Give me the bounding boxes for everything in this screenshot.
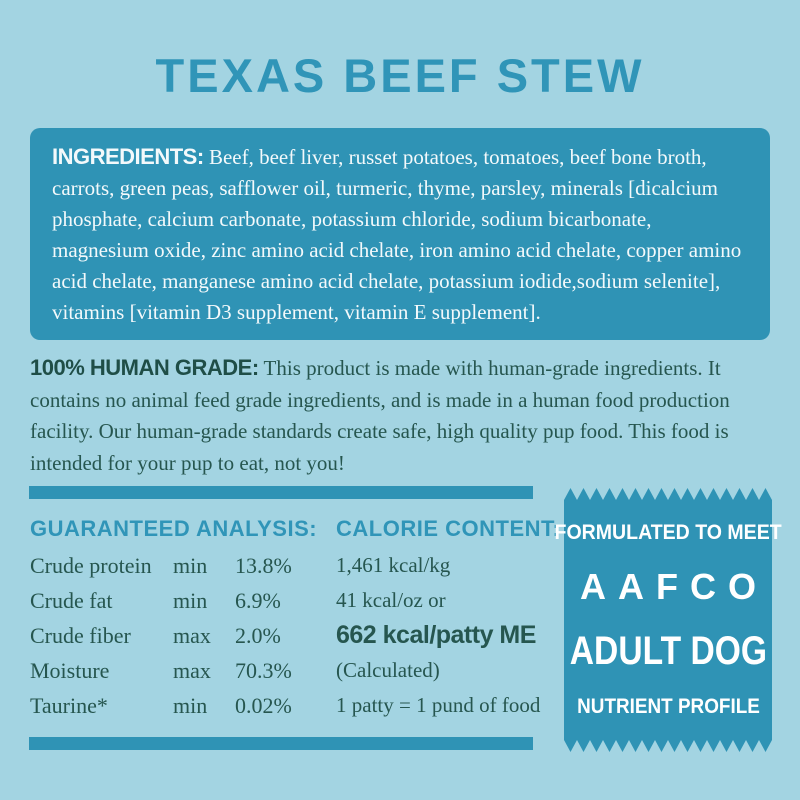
calorie-line: 1,461 kcal/kg — [336, 553, 451, 577]
calorie-content-heading: CALORIE CONTENT: — [336, 516, 561, 541]
nutrient-value: 6.9% — [235, 588, 281, 613]
nutrient-name: Crude protein — [30, 553, 152, 578]
nutrient-basis: max — [173, 623, 211, 648]
badge-line-nutrient-profile: NUTRIENT PROFILE — [576, 695, 760, 718]
nutrient-basis: min — [173, 693, 208, 718]
guaranteed-analysis-heading: GUARANTEED ANALYSIS: — [30, 516, 318, 541]
human-grade-text: This product is made with human-grade ingredients. It contains no animal feed grade ingredients, and is made in a human food production facility. Our human-grade standards create safe, high quality pup food. This food is intended for your pup to eat, not you! — [30, 356, 730, 475]
badge-line-adult-dog: ADULT DOG — [569, 629, 767, 673]
bottom-divider-bar — [29, 737, 533, 750]
nutrient-basis: min — [173, 553, 208, 578]
table-row — [30, 688, 325, 723]
ingredients-panel — [30, 128, 770, 340]
nutrient-name: Moisture — [30, 658, 110, 683]
aafco-badge — [554, 488, 782, 752]
ingredients-text: Beef, beef liver, russet potatoes, tomatoes, beef bone broth, carrots, green peas, safflower oil, turmeric, thyme, parsley, minerals [dicalcium phosphate, calcium carbonate, potassium chloride, sodium bicarbonate, magnesium oxide, zinc amino acid chelate, iron amino acid chelate, copper amino acid chelate, manganese amino acid chelate, potassium iodide,sodium selenite], vitamins [vitamin D3 supplement, vitamin E supplement]. — [52, 145, 742, 324]
nutrient-basis: max — [173, 658, 211, 683]
top-divider-bar — [29, 486, 533, 499]
nutrient-name: Taurine* — [30, 693, 108, 718]
ingredients-label: INGREDIENTS: — [52, 144, 204, 169]
badge-line-aafco: AAFCO — [580, 566, 768, 607]
calorie-line: 41 kcal/oz or — [336, 588, 446, 612]
page-title: TEXAS BEEF STEW — [155, 49, 645, 102]
aafco-badge-content — [554, 500, 782, 740]
nutrient-value: 0.02% — [235, 693, 292, 718]
badge-line-formulated: FORMULATED TO MEET — [554, 521, 782, 544]
nutrient-value: 70.3% — [235, 658, 292, 683]
nutrient-value: 13.8% — [235, 553, 292, 578]
calorie-line: 1 patty = 1 pund of food — [336, 693, 541, 717]
guaranteed-analysis-table — [30, 548, 325, 723]
nutrient-value: 2.0% — [235, 623, 281, 648]
calorie-line: (Calculated) — [336, 658, 440, 682]
nutrient-name: Crude fiber — [30, 623, 131, 648]
calorie-content-list — [336, 548, 541, 723]
nutrient-basis: min — [173, 588, 208, 613]
table-row — [30, 548, 325, 583]
table-row — [30, 583, 325, 618]
calorie-line-emphasized: 662 kcal/patty ME — [336, 621, 536, 649]
human-grade-label: 100% HUMAN GRADE: — [30, 355, 259, 380]
human-grade-section — [30, 352, 772, 479]
nutrient-name: Crude fat — [30, 588, 113, 613]
table-row — [30, 618, 325, 653]
table-row — [30, 653, 325, 688]
